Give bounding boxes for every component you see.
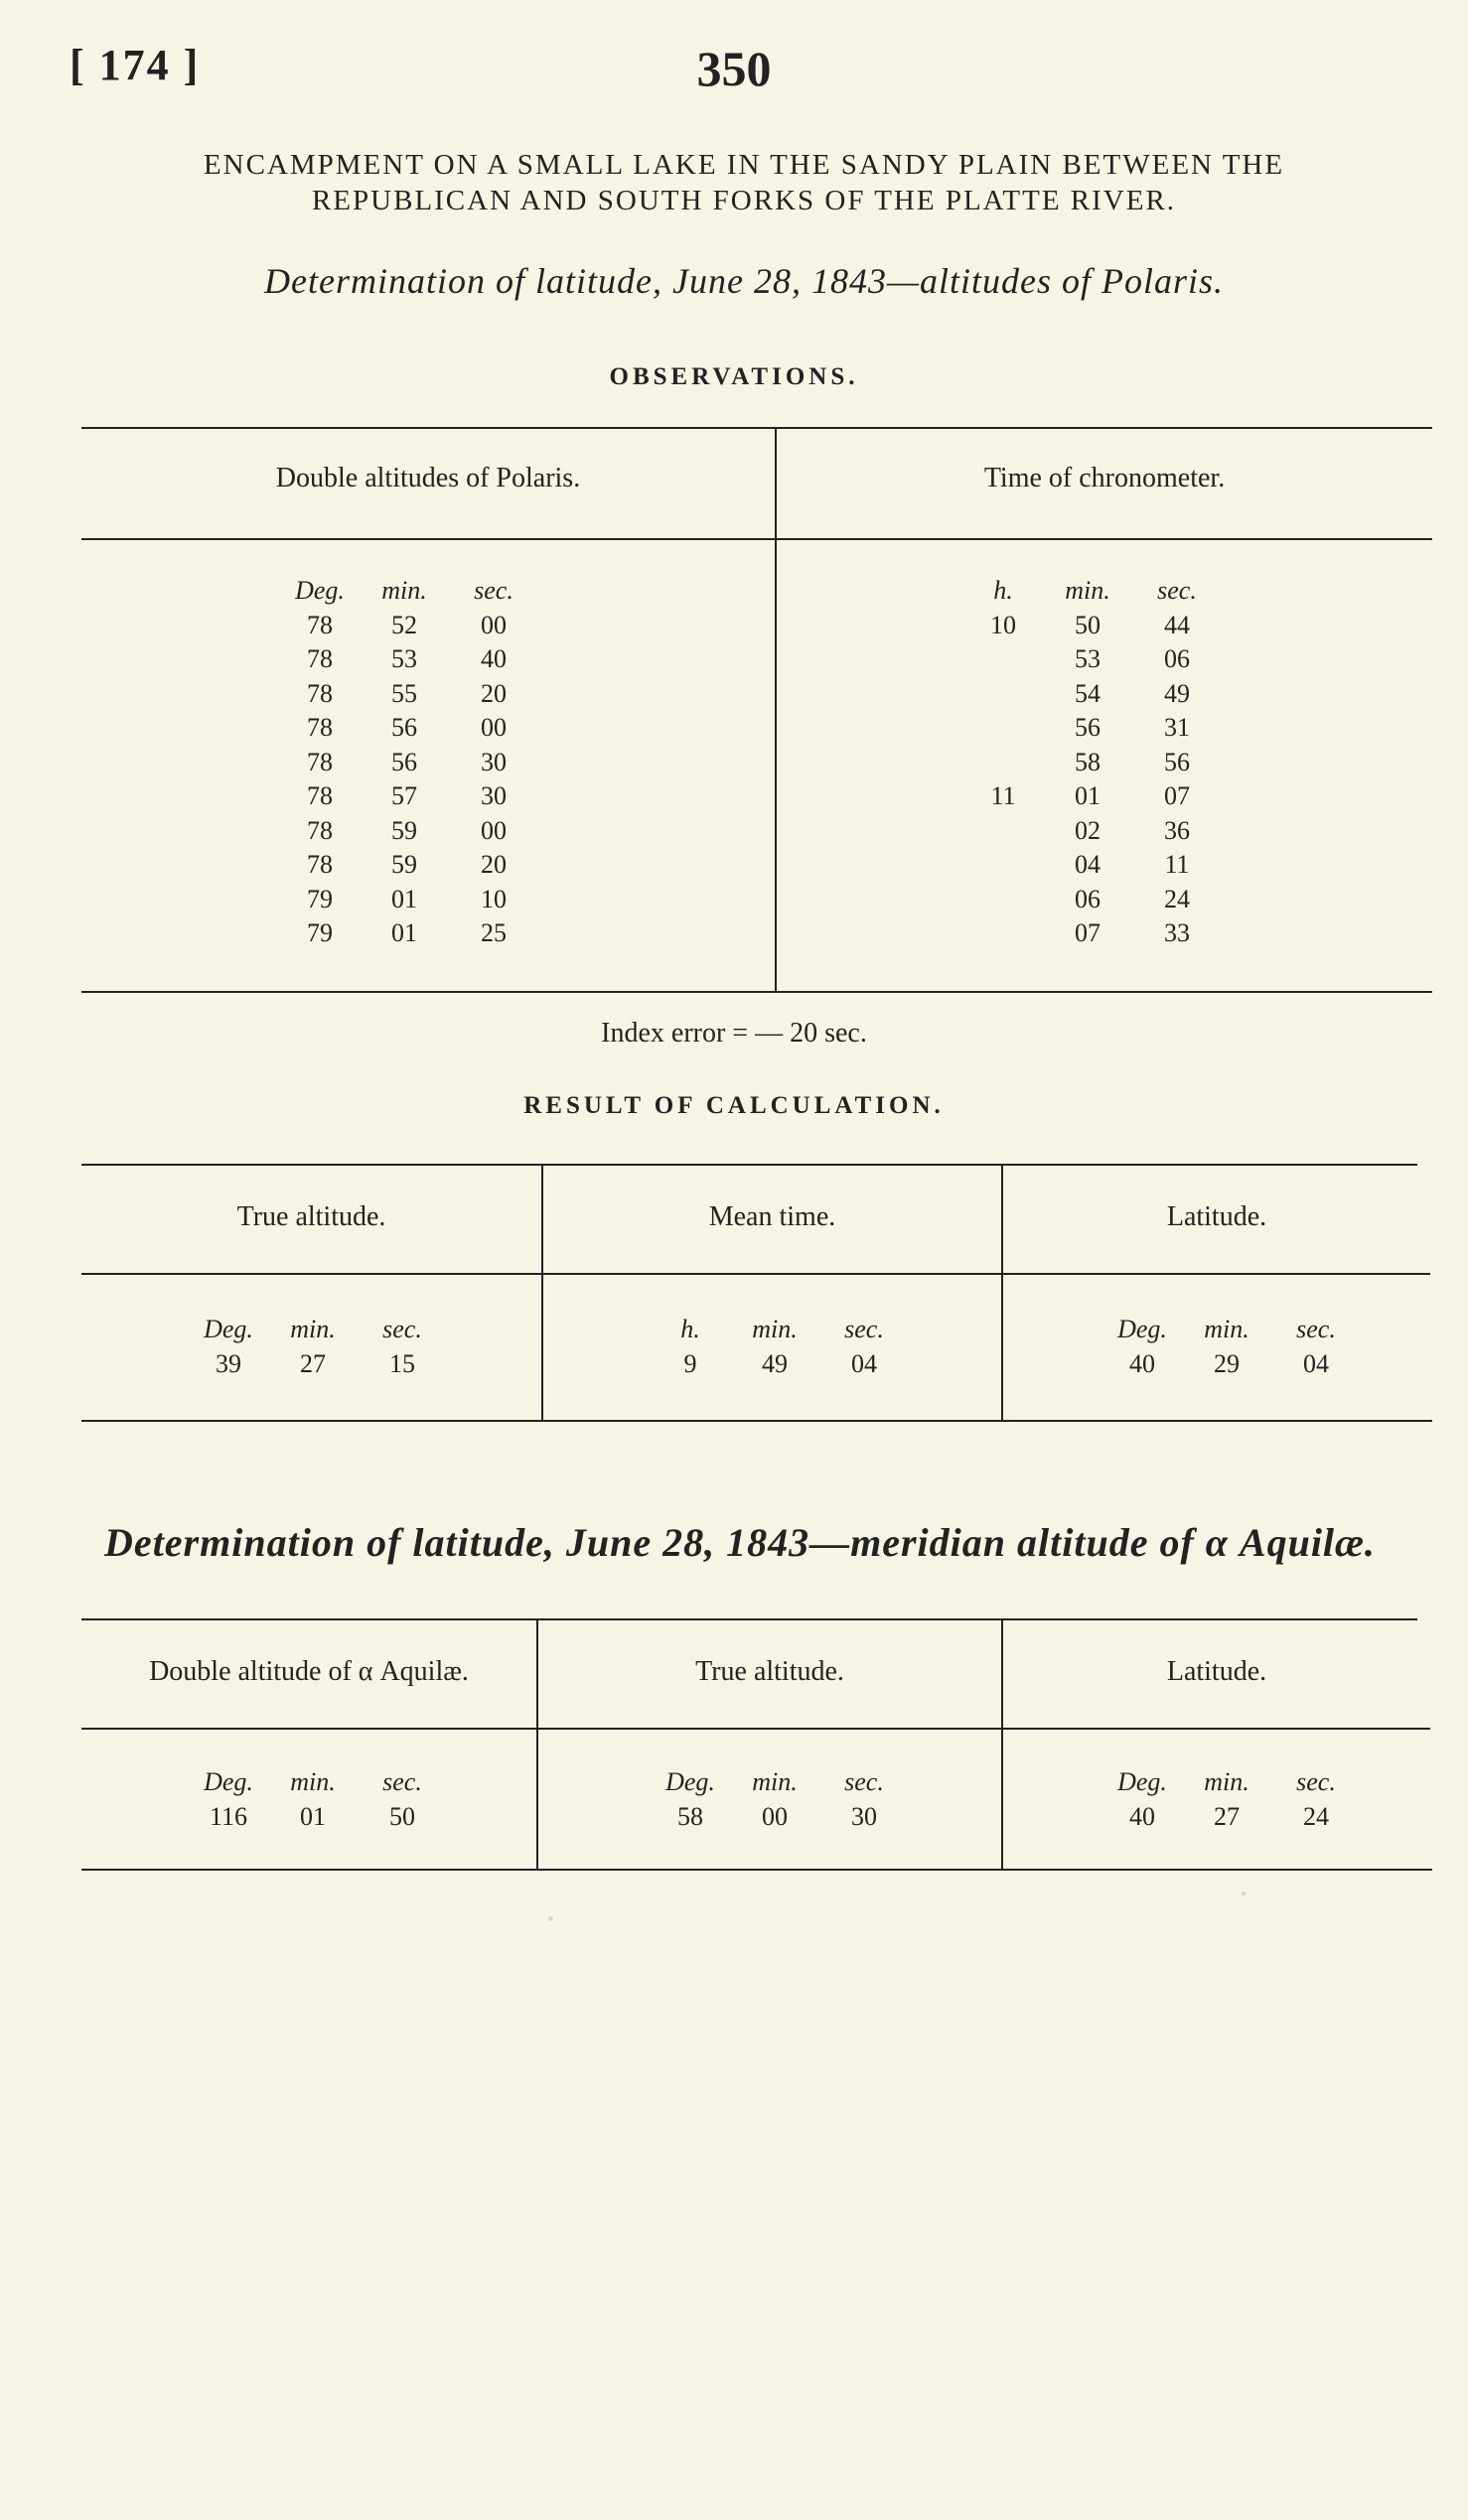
value-h [963, 883, 1043, 917]
value-min: 01 [391, 884, 417, 913]
value-h [963, 642, 1043, 677]
unit-deg: Deg. [295, 576, 345, 605]
value-min: 59 [391, 815, 417, 845]
result-header-mean-time: Mean time. [708, 1201, 836, 1232]
table-center-rule [775, 429, 777, 991]
value-deg: 78 [307, 850, 333, 879]
section2-title: Determination of latitude, June 28, 1843—meridian altitude of α Aquilæ. [104, 1520, 1376, 1565]
aquilae-latitude [1102, 1765, 1361, 1834]
value-min: 58 [1075, 747, 1101, 776]
value-min: 56 [391, 747, 417, 776]
value-min: 27 [1214, 1801, 1240, 1831]
table-row [963, 848, 1222, 883]
value-deg: 79 [307, 884, 333, 913]
times-column [963, 574, 1222, 951]
value-sec: 04 [1303, 1348, 1329, 1378]
value-sec: 56 [1164, 747, 1190, 776]
value-sec: 24 [1303, 1801, 1329, 1831]
aquilae-top-rule [81, 1618, 1417, 1620]
value-sec: 15 [389, 1348, 415, 1378]
table-row [280, 609, 538, 643]
value-sec: 36 [1164, 815, 1190, 845]
unit-min: min. [381, 576, 427, 605]
document-heading [60, 147, 1428, 218]
table-row [963, 814, 1222, 849]
value-deg: 116 [209, 1801, 248, 1831]
value-h [963, 711, 1043, 746]
value-sec: 20 [481, 850, 507, 879]
value-deg: 78 [307, 747, 333, 776]
value-sec: 24 [1164, 884, 1190, 913]
table-row [280, 848, 538, 883]
aquilae-header-rule-2 [538, 1728, 1001, 1730]
table-bottom-rule [81, 991, 1432, 993]
unit-sec: sec. [382, 1315, 422, 1343]
value-deg: 40 [1129, 1348, 1155, 1378]
value-h [963, 916, 1043, 951]
value-sec: 33 [1164, 918, 1190, 947]
value-deg: 78 [307, 644, 333, 673]
value-sec: 11 [1164, 850, 1190, 879]
value-sec: 20 [481, 678, 507, 708]
value-h [963, 677, 1043, 712]
result-header-rule-1 [81, 1273, 541, 1275]
result-latitude [1102, 1313, 1361, 1381]
value-min: 59 [391, 850, 417, 879]
value-min: 00 [762, 1801, 788, 1831]
header-rule-right [777, 538, 1432, 540]
section1-title: Determination of latitude, June 28, 1843—altitudes of Polaris. [264, 261, 1224, 301]
value-deg: 40 [1129, 1801, 1155, 1831]
value-deg: 78 [307, 815, 333, 845]
aquilae-header-rule-3 [1003, 1728, 1430, 1730]
value-deg: 58 [677, 1801, 703, 1831]
result-header-rule-2 [543, 1273, 1001, 1275]
aquilae-header-double-altitude: Double altitude of α Aquilæ. [149, 1656, 469, 1687]
table-row [280, 746, 538, 780]
value-h: 11 [990, 781, 1016, 810]
value-min: 55 [391, 678, 417, 708]
value-sec: 07 [1164, 781, 1190, 810]
table-row [963, 883, 1222, 917]
value-min: 01 [391, 918, 417, 947]
result-header-true-altitude: True altitude. [236, 1201, 386, 1232]
value-sec: 04 [851, 1348, 877, 1378]
value-min: 01 [1075, 781, 1101, 810]
col-header-altitudes: Double altitudes of Polaris. [275, 463, 581, 493]
value-min: 29 [1214, 1348, 1240, 1378]
result-bottom-rule [81, 1420, 1432, 1422]
value-min: 53 [391, 644, 417, 673]
heading-line-2: REPUBLICAN AND SOUTH FORKS OF THE PLATTE RIVER. [311, 185, 1177, 216]
result-header-latitude: Latitude. [1166, 1201, 1267, 1232]
unit-sec: sec. [1157, 576, 1197, 605]
value-min: 49 [762, 1348, 788, 1378]
value-deg: 78 [307, 610, 333, 639]
result-mean-time [651, 1313, 909, 1381]
header-rule-left [81, 538, 775, 540]
aquilae-header-rule-1 [81, 1728, 536, 1730]
unit-min: min. [1065, 576, 1110, 605]
heading-line-1: ENCAMPMENT ON A SMALL LAKE IN THE SANDY PLAIN BETWEEN THE [203, 149, 1285, 181]
paper-speck [548, 1916, 553, 1921]
table-row [963, 642, 1222, 677]
value-min: 02 [1075, 815, 1101, 845]
unit-sec: sec. [844, 1315, 884, 1343]
aquilae-bottom-rule [81, 1869, 1432, 1871]
unit-min: min. [752, 1315, 798, 1343]
value-min: 07 [1075, 918, 1101, 947]
value-min: 56 [391, 713, 417, 742]
unit-min: min. [290, 1315, 336, 1343]
unit-deg: Deg. [204, 1767, 253, 1796]
table-row [280, 711, 538, 746]
observations-label: OBSERVATIONS. [609, 363, 859, 390]
value-deg: 79 [307, 918, 333, 947]
value-sec: 00 [481, 713, 507, 742]
table-top-rule [81, 427, 1432, 429]
result-top-rule [81, 1164, 1417, 1166]
times-units-row [963, 574, 1222, 609]
result-true-altitude [189, 1313, 447, 1381]
value-deg: 78 [307, 781, 333, 810]
unit-sec: sec. [1296, 1315, 1336, 1343]
value-sec: 00 [481, 815, 507, 845]
value-sec: 25 [481, 918, 507, 947]
value-min: 50 [1075, 610, 1101, 639]
table-row [280, 642, 538, 677]
col-header-chronometer: Time of chronometer. [983, 463, 1226, 493]
aquilae-double-altitude [189, 1765, 447, 1834]
value-sec: 00 [481, 610, 507, 639]
unit-deg: Deg. [1117, 1315, 1167, 1343]
table-row [280, 814, 538, 849]
table-row [963, 779, 1222, 814]
value-sec: 31 [1164, 713, 1190, 742]
unit-min: min. [752, 1767, 798, 1796]
result-label: RESULT OF CALCULATION. [523, 1092, 945, 1119]
table-row [280, 779, 538, 814]
table-row [280, 916, 538, 951]
value-h: 9 [683, 1348, 697, 1378]
unit-min: min. [290, 1767, 336, 1796]
value-sec: 40 [481, 644, 507, 673]
value-sec: 06 [1164, 644, 1190, 673]
table-row [963, 916, 1222, 951]
table-row [963, 609, 1222, 643]
altitudes-units-row [280, 574, 538, 609]
value-sec: 44 [1164, 610, 1190, 639]
unit-sec: sec. [1296, 1767, 1336, 1796]
aquilae-true-altitude [651, 1765, 909, 1834]
table-row [280, 883, 538, 917]
aquilae-header-true-altitude: True altitude. [695, 1656, 844, 1687]
value-min: 01 [300, 1801, 326, 1831]
value-h [963, 814, 1043, 849]
unit-sec: sec. [474, 576, 514, 605]
result-header-rule-3 [1003, 1273, 1430, 1275]
value-min: 06 [1075, 884, 1101, 913]
value-sec: 49 [1164, 678, 1190, 708]
bracket-page-number: [ 174 ] [70, 41, 201, 89]
value-sec: 30 [851, 1801, 877, 1831]
aquilae-header-latitude: Latitude. [1166, 1656, 1267, 1687]
table-row [963, 711, 1222, 746]
unit-sec: sec. [382, 1767, 422, 1796]
altitudes-column [280, 574, 538, 951]
unit-h: h. [993, 576, 1013, 605]
value-deg: 78 [307, 713, 333, 742]
unit-deg: Deg. [665, 1767, 715, 1796]
value-h [963, 746, 1043, 780]
value-min: 52 [391, 610, 417, 639]
table-row [280, 677, 538, 712]
value-min: 56 [1075, 713, 1101, 742]
unit-deg: Deg. [204, 1315, 253, 1343]
unit-sec: sec. [844, 1767, 884, 1796]
unit-min: min. [1204, 1767, 1249, 1796]
value-min: 57 [391, 781, 417, 810]
unit-deg: Deg. [1117, 1767, 1167, 1796]
value-sec: 30 [481, 781, 507, 810]
value-min: 04 [1075, 850, 1101, 879]
paper-speck [1242, 1891, 1246, 1895]
table-row [963, 677, 1222, 712]
value-sec: 10 [481, 884, 507, 913]
value-h [963, 848, 1043, 883]
table-row [963, 746, 1222, 780]
page-number: 350 [696, 41, 772, 96]
value-min: 53 [1075, 644, 1101, 673]
value-h: 10 [990, 610, 1016, 639]
value-deg: 39 [216, 1348, 241, 1378]
value-min: 27 [300, 1348, 326, 1378]
value-deg: 78 [307, 678, 333, 708]
value-min: 54 [1075, 678, 1101, 708]
value-sec: 30 [481, 747, 507, 776]
index-error-note: Index error = — 20 sec. [601, 1018, 867, 1049]
unit-h: h. [680, 1315, 700, 1343]
unit-min: min. [1204, 1315, 1249, 1343]
value-sec: 50 [389, 1801, 415, 1831]
